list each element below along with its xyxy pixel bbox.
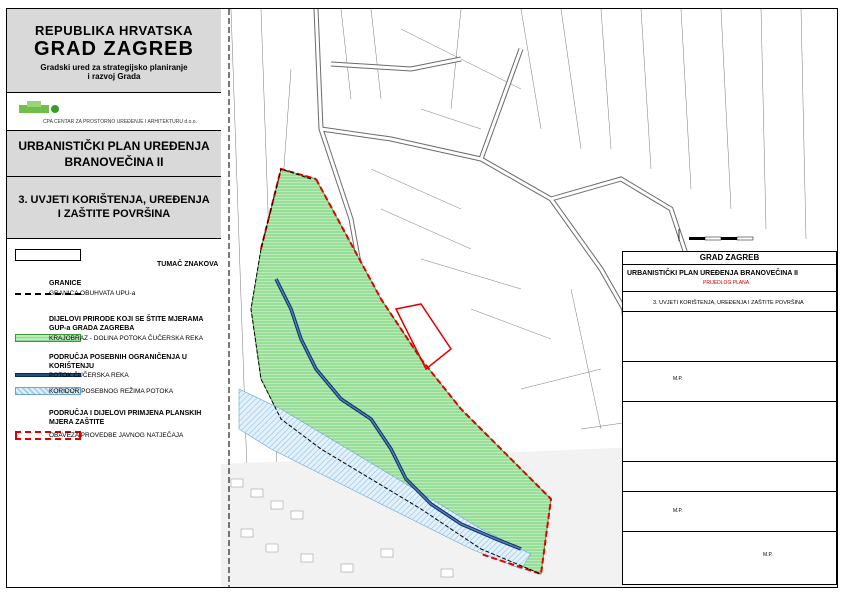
legend-panel: [7, 9, 222, 587]
title-block-sheet: 3. UVJETI KORIŠTENJA, UREĐENJA I ZAŠTITE POVRŠINA: [653, 300, 804, 306]
legend: [7, 239, 221, 587]
legend-item-corridor: KORIDOR POSEBNOG REŽIMA POTOKA: [49, 388, 174, 395]
title-block-sheet-row: [623, 292, 836, 312]
legend-title: TUMAČ ZNAKOVA: [157, 261, 219, 268]
office-line-1: Gradski ured za strategijsko planiranje: [40, 63, 188, 72]
plan-title-block: [7, 131, 221, 177]
legend-swatch-blank: [15, 249, 81, 261]
title-block-plan-row: [623, 264, 836, 292]
legend-item-competition: OBAVEZA PROVEDBE JAVNOG NATJEČAJA: [49, 432, 184, 439]
title-block-row-a: [623, 312, 836, 362]
city-label: GRAD ZAGREB: [34, 38, 194, 60]
title-block-header: GRAD ZAGREB: [623, 252, 836, 265]
legend-heading-measures: PODRUČJA I DIJELOVI PRIMJENA PLANSKIH MJERA ZAŠTITE: [49, 410, 202, 426]
firm-name: CPA CENTAR ZA PROSTORNO UREĐENJE I ARHITEKTURU d.o.o.: [43, 119, 197, 125]
title-block-subtitle: PRIJEDLOG PLANA: [703, 280, 750, 286]
legend-item-boundary: GRANICA OBUHVATA UPU-a: [49, 290, 136, 297]
title-block-mp-1: M.P.: [673, 376, 683, 382]
title-block-plan-name: URBANISTIČKI PLAN UREĐENJA BRANOVEČINA II: [627, 270, 798, 277]
office-line-2: i razvoj Grada: [87, 72, 141, 81]
north-arrow-icon: [675, 229, 795, 243]
legend-heading-granice: GRANICE: [49, 280, 82, 287]
legend-heading-nature: DIJELOVI PRIRODE KOJI SE ŠTITE MJERAMA GUP-a GRADA ZAGREBA: [49, 316, 204, 332]
plan-sheet: [6, 8, 838, 588]
header-block: [7, 9, 221, 93]
sheet-title: 3. UVJETI KORIŠTENJA, UREĐENJA I ZAŠTITE POVRŠINA: [18, 194, 210, 220]
firm-logo-icon: [17, 99, 67, 121]
legend-item-krajobraz: KRAJOBRAZ - DOLINA POTOKA ČUČERSKA REKA: [49, 335, 204, 342]
title-block-row-c: [623, 402, 836, 462]
plan-title: URBANISTIČKI PLAN UREĐENJA BRANOVEČINA II: [18, 139, 210, 169]
sheet-title-block: [7, 177, 221, 239]
country-label: REPUBLIKA HRVATSKA: [34, 23, 194, 38]
title-block-row-d: [623, 462, 836, 492]
title-block-mp-3: M.P.: [763, 552, 773, 558]
firm-block: [7, 93, 221, 131]
title-block-row-e: [623, 492, 836, 532]
title-block-row-b: [623, 362, 836, 402]
legend-heading-restrictions: PODRUČJA POSEBNIH OGRANIČENJA U KORIŠTENJU: [49, 354, 187, 370]
title-block: [622, 251, 837, 585]
legend-item-stream: POTOK ČUČERSKA REKA: [49, 372, 129, 379]
scale-bar: [675, 229, 795, 243]
title-block-mp-2: M.P.: [673, 508, 683, 514]
